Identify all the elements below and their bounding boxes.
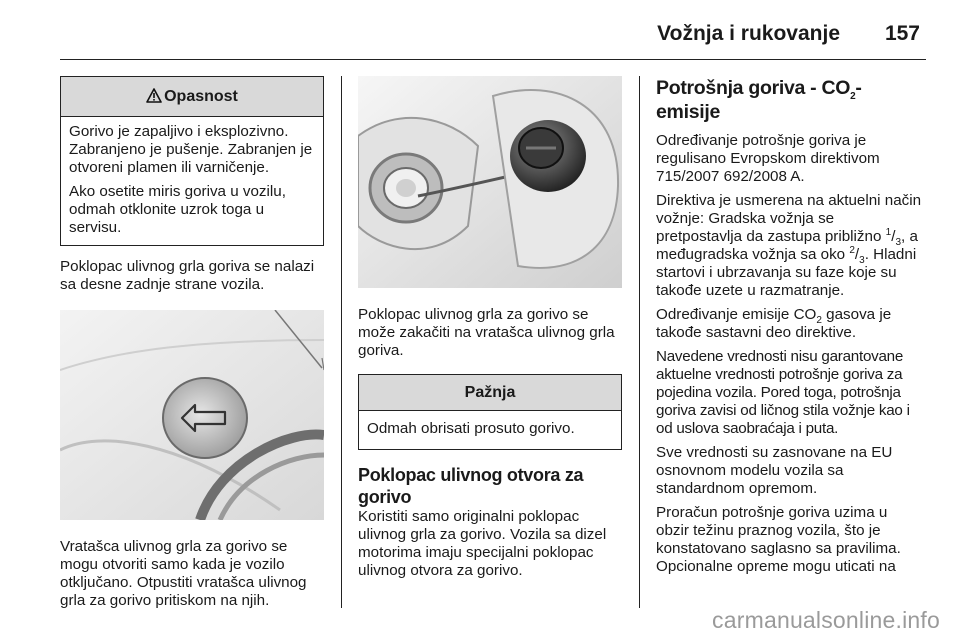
- values-not-guaranteed-paragraph: Navedene vrednosti nisu garantovane aktuelne vrednosti potrošnje goriva za pojedina vozila. Pored toga, potrošnja goriva zavisi od ličnog stila vožnje kao i od uslova saobraćaja i puta.: [656, 348, 910, 437]
- column-2: [358, 76, 622, 580]
- heading-part-b: -emisije: [656, 77, 862, 123]
- caution-box: [358, 374, 622, 450]
- column-3: [656, 76, 924, 576]
- danger-text-1: Gorivo je zapaljivo i eksplozivno. Zabranjeno je pušenje. Zabranjen je otvoreni plamen ili varničenje.: [69, 123, 313, 176]
- fuel-cap-hook-text: Poklopac ulivnog grla za gorivo se može zakačiti na vratašca ulivnog grla goriva.: [358, 306, 615, 359]
- driving-cycle-part-c: . Hladni startovi i ubrzavanja su faze koje su takođe uzete u razmatranje.: [656, 246, 917, 299]
- caution-box-header: Pažnja: [359, 375, 621, 411]
- page-header: [60, 16, 926, 60]
- heading-subscript: 2: [850, 90, 856, 102]
- eu-base-model-paragraph: Sve vrednosti su zasnovane na EU osnovnom modelu vozila sa standardnom opremom.: [656, 444, 893, 497]
- fuel-door-closed-illustration: [60, 310, 324, 520]
- driving-cycle-part-a: Direktiva je usmerena na aktuelni način vožnje: Gradska vožnja se pretpostavlja da zastupa približno: [656, 192, 922, 245]
- fuel-door-location-text: Poklopac ulivnog grla goriva se nalazi sa desne zadnje strane vozila.: [60, 258, 315, 293]
- fuel-cap-illustration: [358, 76, 622, 288]
- fuel-cap-image: [358, 76, 622, 288]
- danger-box: [60, 76, 324, 246]
- fraction-1-denominator: 3: [895, 237, 901, 249]
- heading-part-a: Potrošnja goriva - CO: [656, 77, 851, 99]
- fuel-cap-body: Koristiti samo originalni poklopac ulivnog grla za gorivo. Vozila sa dizel motorima imaju specijalni poklopac ulivnog otvora za gorivo.: [358, 508, 607, 579]
- danger-box-header: [61, 77, 323, 117]
- column-divider-1: [341, 76, 342, 608]
- fuel-cap-heading: Poklopac ulivnog otvora za gorivo: [358, 465, 584, 507]
- danger-text-2: Ako osetite miris goriva u vozilu, odmah otklonite uzrok toga u servisu.: [69, 183, 286, 236]
- driving-cycle-paragraph: Direktiva je usmerena na aktuelni način vožnje: Gradska vožnja se pretpostavlja da zastupa približno $^1/_3$, a međugradska vožnja sa oko $^2/_3$. Hladni startovi i ubrzavanja su faze koje su takođe uzete u razmatranje.: [656, 192, 922, 299]
- danger-title: Opasnost: [164, 88, 238, 105]
- empty-weight-paragraph: Proračun potrošnje goriva uzima u obzir težinu praznog vozila, što je konstatovano saglasno sa pravilima. Opcionalne opreme mogu uticati na: [656, 504, 901, 575]
- fraction-1-numerator: 1: [885, 226, 892, 238]
- fraction-2-numerator: 2: [849, 244, 855, 256]
- page-number: 157: [884, 22, 920, 45]
- fuel-door-closed-image: [60, 310, 324, 520]
- site-watermark: carmanualsonline.info: [712, 607, 940, 633]
- fraction-2-denominator: 3: [859, 255, 865, 267]
- fuel-door-open-instructions: Vratašca ulivnog grla za gorivo se mogu otvoriti samo kada je vozilo otključano. Otpustiti vratašca ulivnog grla za gorivo pritiskom na njih.: [60, 538, 307, 609]
- directive-paragraph: Određivanje potrošnje goriva je regulisano Evropskom direktivom 715/2007 692/2008 A.: [656, 132, 880, 185]
- caution-text: Odmah obrisati prosuto gorivo.: [367, 420, 575, 437]
- co2-part-a: Određivanje emisije CO: [656, 306, 817, 323]
- column-1: [60, 76, 324, 610]
- co2-part-b: gasova je takođe sastavni deo direktive.: [656, 306, 892, 341]
- co2-subscript: 2: [816, 315, 822, 327]
- co2-emission-paragraph: [656, 306, 924, 342]
- page-title: Vožnja i rukovanje: [657, 22, 840, 45]
- fuel-consumption-heading: [656, 76, 924, 124]
- driving-cycle-part-b: , a međugradska vožnja sa oko: [656, 228, 918, 263]
- warning-triangle-icon: [146, 88, 162, 103]
- column-divider-2: [639, 76, 640, 608]
